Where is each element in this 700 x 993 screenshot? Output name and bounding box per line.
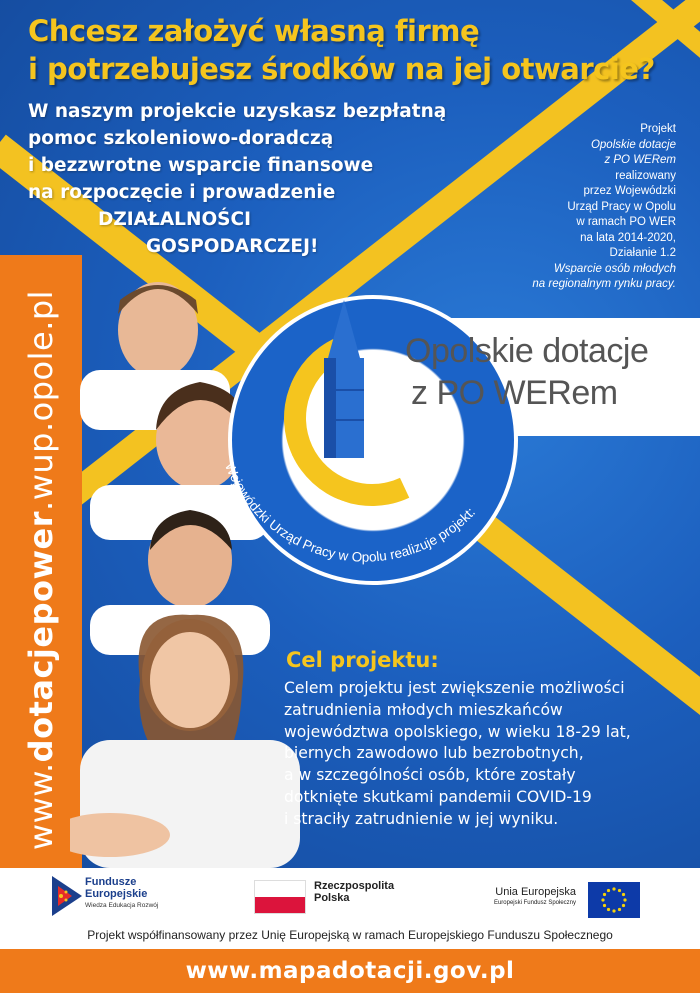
cofinance-text: Projekt współfinansowany przez Unię Europejską w ramach Europejskiego Funduszu Społecznego (87, 928, 613, 942)
project-info-line: realizowany (615, 169, 676, 182)
url-bold: dotacjepower (22, 510, 60, 763)
arc-text-path: Wojewódzki Urząd Pracy w Opolu realizuje projekt: (221, 460, 478, 565)
intro-line: na rozpoczęcie i prowadzenie (28, 182, 336, 203)
headline-line-1: Chcesz założyć własną firmę (28, 14, 480, 48)
project-info-line: Opolskie dotacje (590, 138, 676, 151)
intro-line: GOSPODARCZEJ! (146, 236, 319, 257)
project-info-line: Wsparcie osób młodych (553, 262, 676, 275)
footer-logos (0, 868, 700, 928)
project-info-line: Urząd Pracy w Opolu (567, 200, 676, 213)
project-info (476, 122, 676, 293)
arc-text (180, 380, 540, 640)
goal-line: zatrudnienia młodych mieszkańców (284, 700, 563, 719)
goal-line: Celem projektu jest zwiększenie możliwości (284, 679, 625, 697)
goal-line: i straciły zatrudnienie w jej wyniku. (284, 809, 559, 828)
pl-line-2: Polska (314, 892, 350, 904)
headline-line-2: i potrzebujesz środków na jej otwarcie? (28, 52, 655, 86)
bottom-website-url[interactable]: www.mapadotacji.gov.pl (185, 958, 515, 984)
goal-line: a w szczególności osób, które zostały (284, 766, 576, 785)
eu-line-1: Unia Europejska (495, 886, 576, 898)
intro-line: i bezzwrotne wsparcie finansowe (28, 155, 374, 176)
goal-line: biernych zawodowo lub bezrobotnych, (284, 744, 584, 763)
eu-flag-icon (588, 882, 640, 918)
project-info-line: w ramach PO WER (576, 216, 676, 228)
fe-line-1: Fundusze (85, 876, 137, 888)
project-info-line: Działanie 1.2 (609, 247, 676, 259)
fe-line-2: Europejskie (85, 888, 148, 900)
logo-title-line-1: Opolskie dotacje (405, 332, 649, 370)
goal-text (284, 678, 684, 831)
eu-logo-text (494, 886, 576, 906)
side-website-url[interactable] (22, 290, 60, 850)
poland-flag-icon (254, 880, 306, 914)
pl-line-1: Rzeczpospolita (314, 880, 395, 892)
project-info-line: z PO WERem (604, 154, 676, 166)
fe-sub: Wiedza Edukacja Rozwój (85, 902, 159, 909)
project-info-line: Projekt (640, 123, 676, 135)
fe-logo-text (85, 876, 158, 909)
svg-text:Wojewódzki Urząd Pracy w Opolu (222, 460, 478, 564)
project-info-line: przez Wojewódzki (583, 185, 676, 197)
eu-sub: Europejski Fundusz Społeczny (493, 900, 576, 906)
fe-logo-icon (52, 876, 82, 916)
goal-line: województwa opolskiego, w wieku 18-29 lat, (284, 722, 631, 741)
project-info-line: na lata 2014-2020, (580, 231, 676, 244)
intro-text (28, 98, 446, 260)
headline (28, 12, 655, 88)
logo-title-line-2: z PO WERem (411, 374, 618, 412)
intro-line: DZIAŁALNOŚCI (98, 209, 251, 230)
bottom-bar (0, 949, 700, 993)
pl-logo-text (314, 880, 394, 904)
url-suffix: .wup.opole.pl (22, 289, 60, 511)
project-info-line: na regionalnym rynku pracy. (532, 278, 676, 290)
goal-title: Cel projektu: (286, 648, 439, 672)
intro-line: pomoc szkoleniowo-doradczą (28, 128, 334, 149)
goal-line: dotknięte skutkami pandemii COVID-19 (284, 787, 592, 806)
url-prefix: www. (22, 762, 60, 851)
intro-line: W naszym projekcie uzyskasz bezpłatną (28, 101, 447, 122)
